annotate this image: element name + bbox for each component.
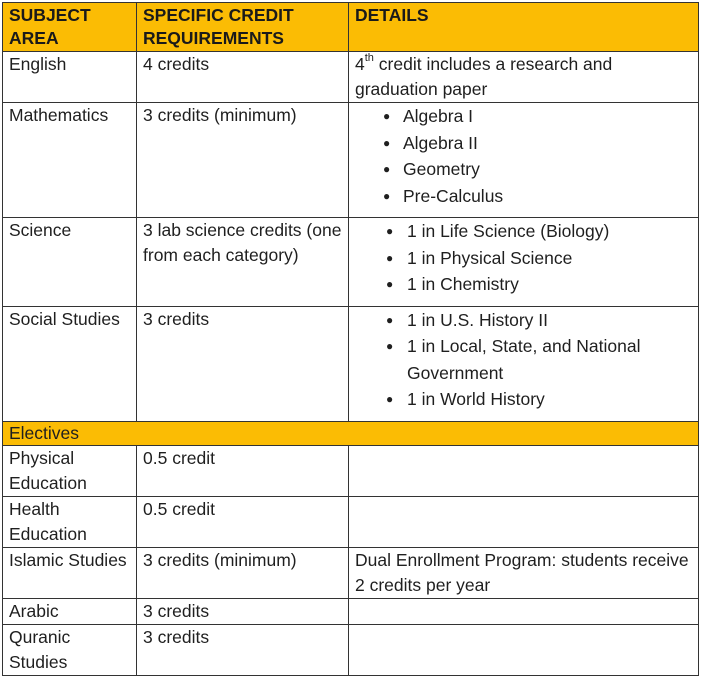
details-cell	[349, 445, 699, 496]
credit-requirements-table	[2, 2, 699, 676]
bullet-icon: ●	[386, 312, 394, 327]
table-row	[3, 624, 699, 675]
credits-cell: 3 credits	[137, 306, 349, 421]
credits-cell: 3 credits (minimum)	[137, 547, 349, 598]
list-item: ● 1 in U.S. History II	[355, 307, 692, 334]
header-details: DETAILS	[349, 3, 699, 52]
electives-section-row	[3, 421, 699, 445]
bullet-icon: ●	[386, 339, 394, 353]
header-row	[3, 3, 699, 52]
bullet-icon: ●	[386, 392, 394, 406]
ordinal-suffix: th	[364, 52, 374, 65]
subject-cell: Science	[3, 218, 137, 307]
bullet-icon: ●	[383, 109, 391, 123]
table-row	[3, 445, 699, 496]
table-row	[3, 598, 699, 624]
credits-cell: 0.5 credit	[137, 445, 349, 496]
bullet-icon: ●	[386, 250, 394, 265]
list-item: ● 1 in World History	[355, 386, 692, 413]
credits-cell: 3 lab science credits (one from each category)	[137, 218, 349, 307]
subject-cell: Physical Education	[3, 445, 137, 496]
credits-cell: 3 credits (minimum)	[137, 103, 349, 218]
details-cell	[349, 218, 699, 307]
subject-cell: Arabic	[3, 598, 137, 624]
details-list	[355, 307, 692, 413]
list-item: ● 1 in Local, State, and National Government	[355, 333, 692, 386]
list-item: ● Algebra II	[355, 130, 692, 157]
subject-cell: Quranic Studies	[3, 624, 137, 675]
table-row	[3, 547, 699, 598]
subject-cell: Mathematics	[3, 103, 137, 218]
bullet-icon: ●	[386, 277, 394, 291]
details-list	[355, 103, 692, 209]
details-text: credit includes a research and graduation paper	[355, 54, 613, 99]
bullet-icon: ●	[386, 224, 394, 238]
details-cell	[349, 306, 699, 421]
list-item: ● 1 in Physical Science	[355, 245, 692, 272]
table-row	[3, 52, 699, 103]
credits-cell: 3 credits	[137, 598, 349, 624]
details-cell	[349, 52, 699, 103]
table-row	[3, 306, 699, 421]
list-item: ● Geometry	[355, 156, 692, 183]
subject-cell: Islamic Studies	[3, 547, 137, 598]
details-cell: Dual Enrollment Program: students receive 2 credits per year	[349, 547, 699, 598]
table-row	[3, 218, 699, 307]
details-list	[355, 218, 692, 298]
subject-cell: Health Education	[3, 496, 137, 547]
table-row	[3, 496, 699, 547]
list-item: ● 1 in Chemistry	[355, 271, 692, 298]
header-subject-area: SUBJECT AREA	[3, 3, 137, 52]
details-cell	[349, 598, 699, 624]
details-cell	[349, 103, 699, 218]
credits-cell: 3 credits	[137, 624, 349, 675]
credits-cell: 0.5 credit	[137, 496, 349, 547]
details-cell	[349, 496, 699, 547]
details-text: 4	[355, 54, 365, 74]
details-cell	[349, 624, 699, 675]
credits-cell: 4 credits	[137, 52, 349, 103]
electives-label: Electives	[3, 421, 699, 445]
header-credit-requirements: SPECIFIC CREDIT REQUIREMENTS	[137, 3, 349, 52]
bullet-icon: ●	[383, 188, 391, 203]
subject-cell: Social Studies	[3, 306, 137, 421]
list-item: ● 1 in Life Science (Biology)	[355, 218, 692, 245]
subject-cell: English	[3, 52, 137, 103]
bullet-icon: ●	[383, 135, 391, 150]
list-item: ● Pre-Calculus	[355, 183, 692, 210]
bullet-icon: ●	[383, 162, 391, 176]
table-row	[3, 103, 699, 218]
list-item: ● Algebra I	[355, 103, 692, 130]
